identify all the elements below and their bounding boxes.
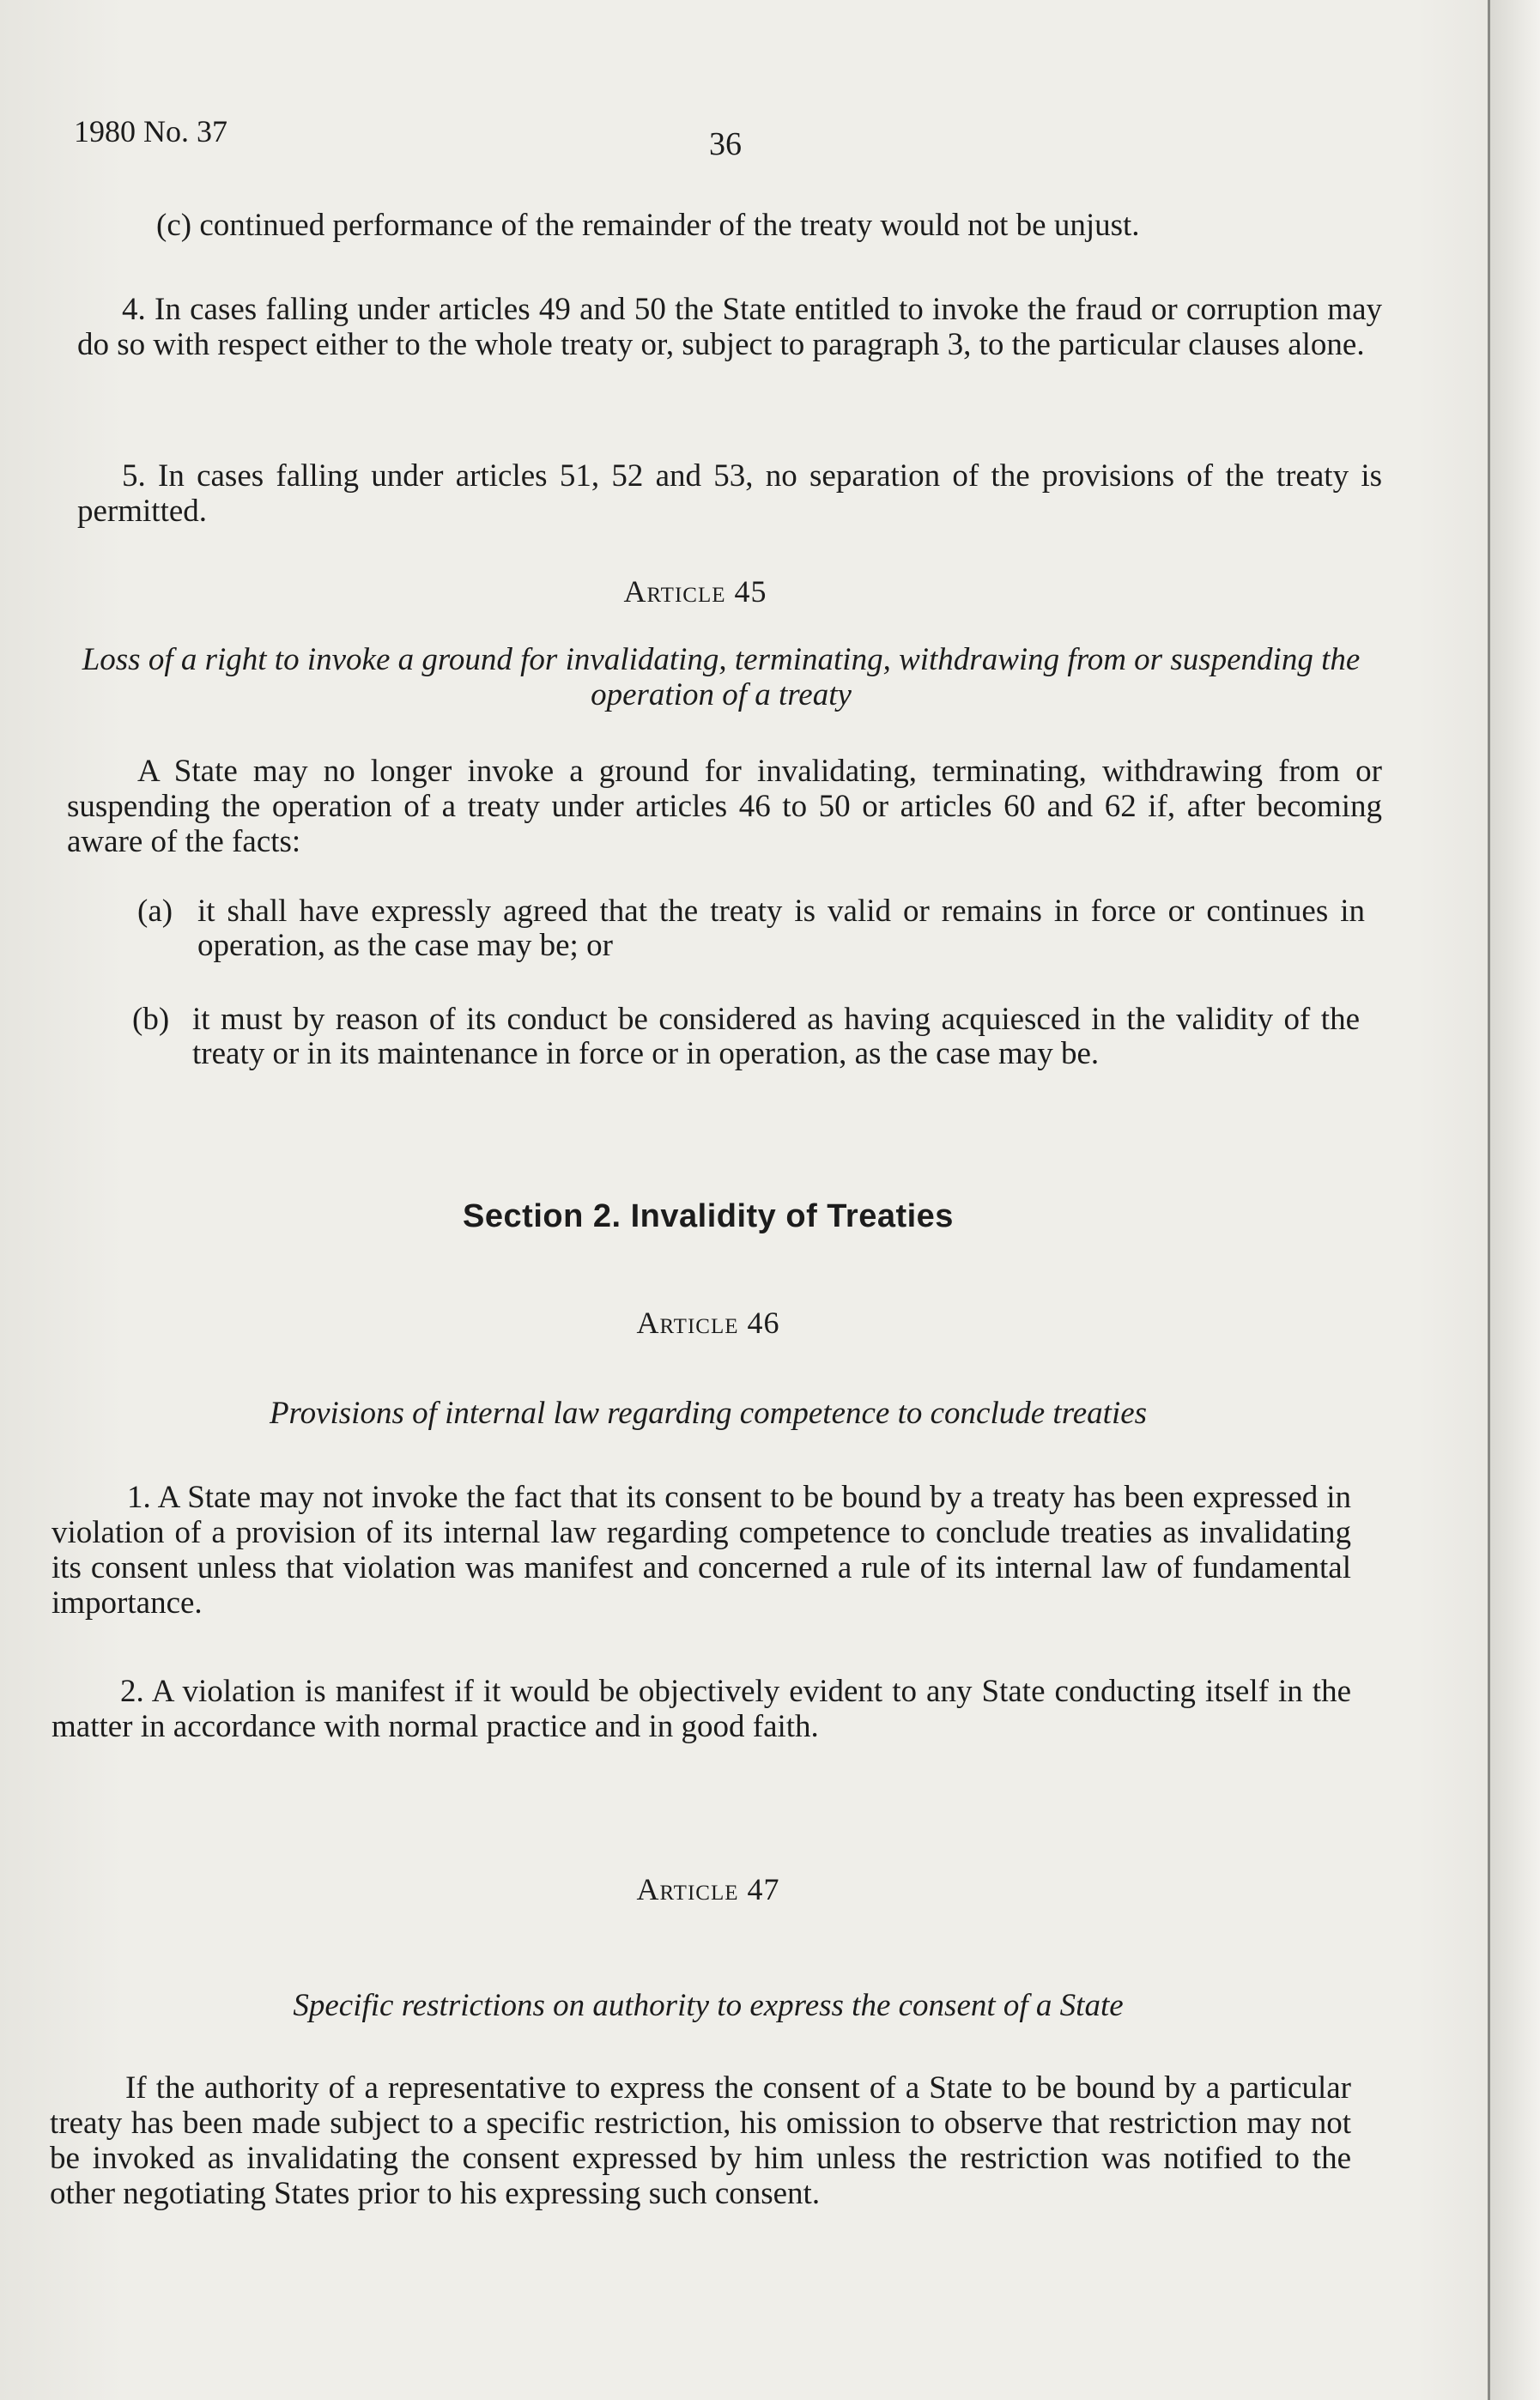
article-45-item-a (137, 894, 1382, 972)
item-label: (b) (132, 1002, 170, 1037)
article-47-heading: Article 47 (636, 1872, 780, 1906)
paragraph-4: 4. In cases falling under articles 49 and 50 the State entitled to invoke the fraud or corruption may do so with respect either to the whole treaty or, subject to paragraph 3, to the particular clauses alone. (77, 292, 1382, 362)
document-reference: 1980 No. 37 (74, 114, 227, 148)
article-46-paragraph-2: 2. A violation is manifest if it would be objectively evident to any State conducting itself in the matter in accordance with normal practice and in good faith. (52, 1674, 1351, 1744)
article-45-intro: A State may no longer invoke a ground for invalidating, terminating, withdrawing from or suspending the operation of a treaty under articles 46 to 50 or articles 60 and 62 if, after becoming aware of the facts: (67, 754, 1382, 859)
item-label: (a) (137, 894, 173, 929)
article-45-title: Loss of a right to invoke a ground for invalidating, terminating, withdrawing from or suspending the operation of a treaty (82, 642, 1361, 712)
section-2-heading: Section 2. Invalidity of Treaties (463, 1198, 954, 1234)
article-46-title: Provisions of internal law regarding competence to conclude treaties (269, 1396, 1148, 1431)
page-number: 36 (709, 126, 742, 162)
item-text: it must by reason of its conduct be considered as having acquiesced in the validity of the treaty or in its maintenance in force or in operation, as the case may be. (192, 1002, 1360, 1071)
article-46-paragraph-1: 1. A State may not invoke the fact that its consent to be bound by a treaty has been expressed in violation of a provision of its internal law regarding competence to conclude treaties as invalidating its consent unless that violation was manifest and concerned a rule of its internal law of fundamental importance. (52, 1480, 1351, 1621)
item-text: it shall have expressly agreed that the treaty is valid or remains in force or continues in operation, as the case may be; or (197, 894, 1365, 963)
clause-c: (c) continued performance of the remainder of the treaty would not be unjust. (156, 208, 1140, 243)
page-edge-line (1488, 0, 1490, 2400)
article-47-paragraph-1: If the authority of a representative to express the consent of a State to be bound by a particular treaty has been made subject to a specific restriction, his omission to observe that restriction may not be invoked as invalidating the consent expressed by him unless the restriction was notified to the other negotiating States prior to his expressing such consent. (50, 2070, 1351, 2211)
article-45-item-b (132, 1003, 1382, 1114)
article-45-heading: Article 45 (623, 574, 767, 609)
article-47-title: Specific restrictions on authority to express the consent of a State (293, 1988, 1124, 2023)
article-46-heading: Article 46 (636, 1306, 780, 1340)
page-edge-shadow (1490, 0, 1540, 2400)
paragraph-5: 5. In cases falling under articles 51, 52 and 53, no separation of the provisions of the treaty is permitted. (77, 458, 1382, 529)
